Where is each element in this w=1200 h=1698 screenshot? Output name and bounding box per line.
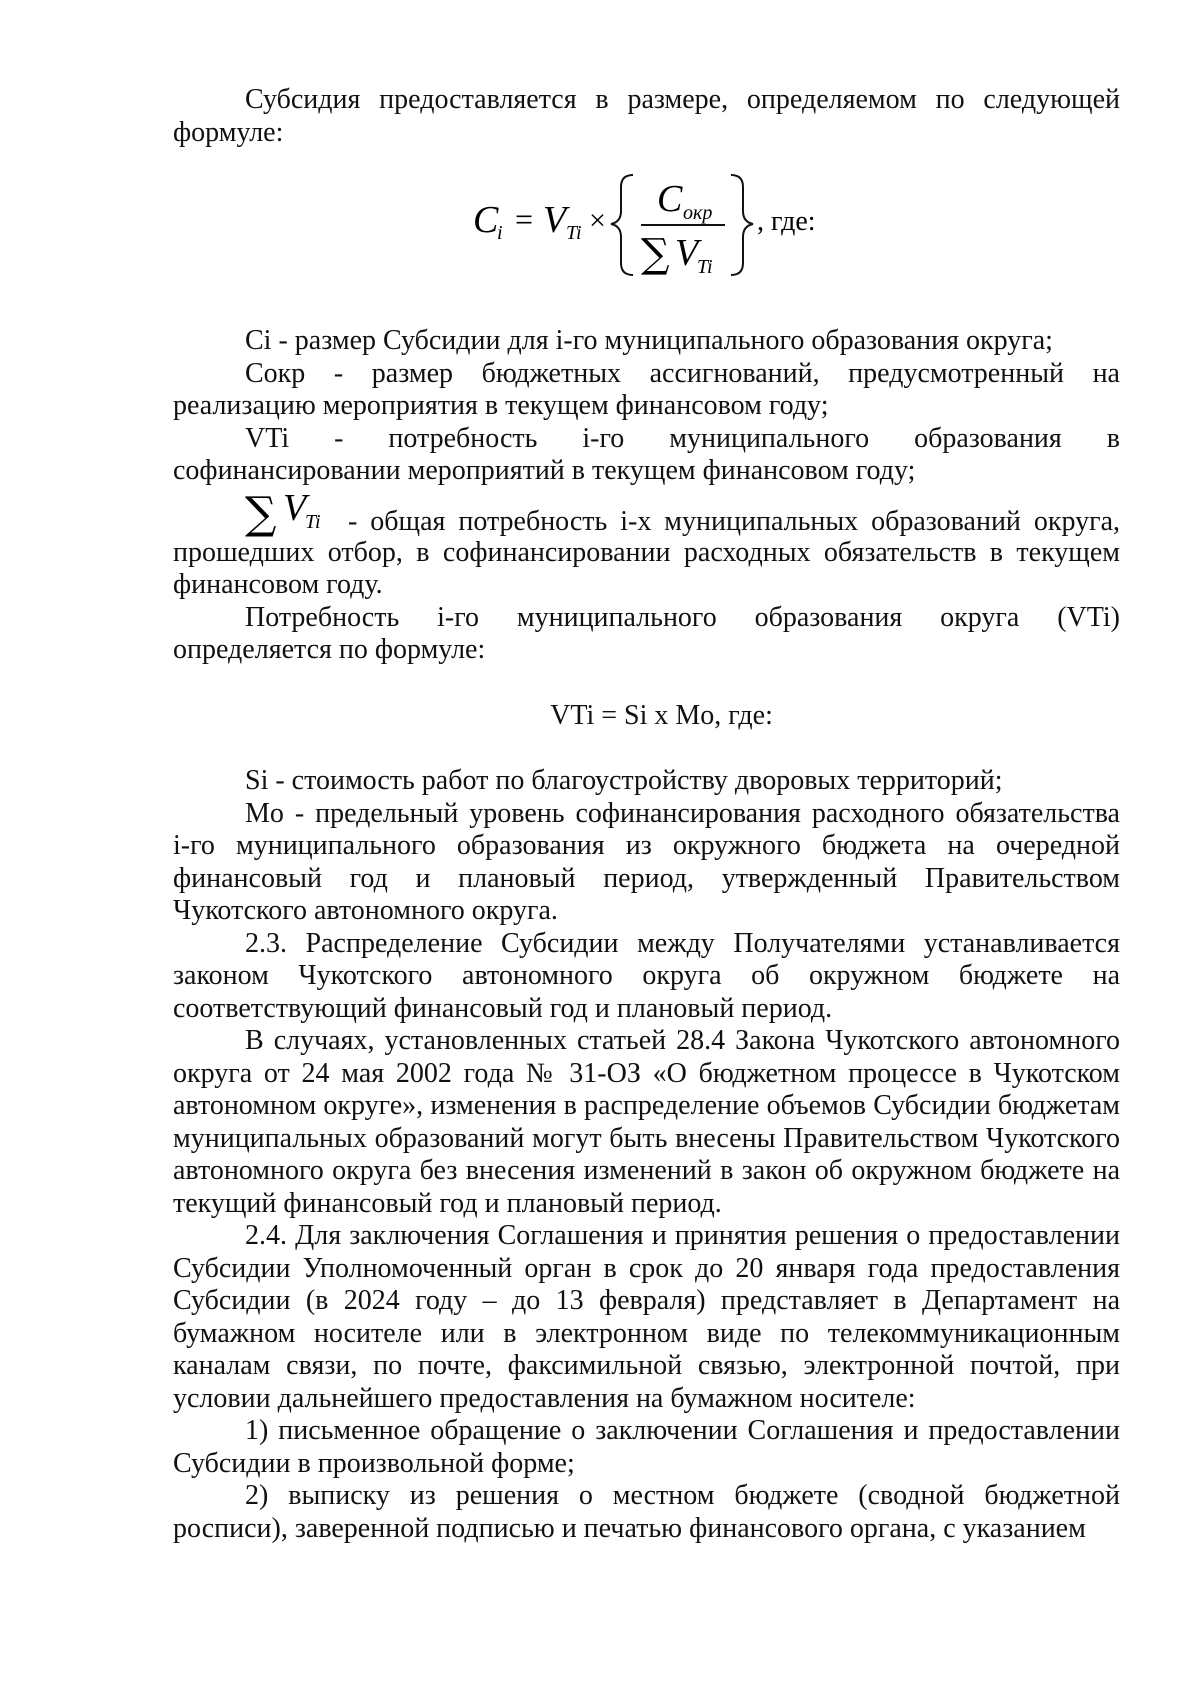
definition-si: Si - стоимость работ по благоустройству дворовых территорий; (245, 765, 1003, 796)
sum-v-sub: Ti (305, 510, 321, 533)
definition-mo: Mo - предельный уровень софинансирования расходного обязательства i-го муниципального образования из окружного бюджета на очередной финансовый год и плановый период, утвержденный Правительством Чукотского автономного округа. (173, 797, 1120, 926)
formula-denominator-sum: ∑ (641, 231, 670, 277)
sum-vti-graphic (245, 482, 345, 538)
formula-denominator-sub: Ti (697, 256, 713, 278)
definition-sum-first-line: - общая потребность i-х муниципальных образований округа, (348, 505, 1120, 537)
vti-formula: VTi = Si x Mo, где: (550, 699, 773, 731)
left-brace-icon (611, 175, 633, 275)
formula-equals: = (515, 201, 534, 237)
definition-vti: VTi - потребность i-го муниципального образования в софинансировании мероприятий в текущем финансовом году; (173, 422, 1120, 486)
paragraph-cases: В случаях, установленных статьей 28.4 Закона Чукотского автономного округа от 24 мая 2002 года № 31-ОЗ «О бюджетном процессе в Чукотском автономном округе», изменения в распределение объемов Субсидии бюджетам муниципальных образований могут быть внесены Правительством Чукотского автономного округа без внесения изменений в закон об окружном бюджете на текущий финансовый год и плановый период. (173, 1025, 1120, 1219)
formula-suffix: , где: (757, 206, 816, 237)
definition-cokr: Сокр - размер бюджетных ассигнований, предусмотренный на реализацию мероприятия в текущем финансовом году; (173, 357, 1120, 421)
subsidy-formula (173, 149, 1120, 325)
subsidy-formula-graphic (473, 167, 833, 287)
document-page (173, 84, 1120, 1545)
sum-v: V (283, 486, 307, 529)
formula-times: × (589, 204, 606, 237)
sum-symbol-icon: ∑ (245, 487, 277, 539)
definition-sum-rest: прошедших отбор, в софинансировании расходных обязательств в текущем финансовом году. (173, 536, 1120, 600)
section-2-4: 2.4. Для заключения Соглашения и принятия решения о предоставлении Субсидии Уполномоченный орган в срок до 20 января года предоставления Субсидии (в 2024 году – до 13 февраля) представляет в Департамент на бумажном носителе или в электронном виде по телекоммуникационным каналам связи, по почте, факсимильной связью, электронной почтой, при условии дальнейшего предоставления на бумажном носителе: (173, 1220, 1120, 1414)
formula-denominator-v: V (675, 232, 699, 274)
formula-lhs: C (473, 199, 499, 241)
formula-numerator-sub: окр (683, 202, 713, 224)
list-item-1: 1) письменное обращение о заключении Соглашения и предоставлении Субсидии в произвольной форме; (173, 1415, 1120, 1479)
paragraph-need: Потребность i-го муниципального образования округа (VTi) определяется по формуле: (173, 601, 1120, 665)
definition-ci: Ci - размер Субсидии для i-го муниципального образования округа; (245, 325, 1053, 356)
list-item-2: 2) выписку из решения о местном бюджете (сводной бюджетной росписи), заверенной подписью и печатью финансового органа, с указанием (173, 1480, 1120, 1544)
formula-v-sub: Ti (566, 222, 582, 244)
formula-lhs-sub: i (497, 222, 503, 244)
right-brace-icon (731, 175, 753, 275)
section-2-3: 2.3. Распределение Субсидии между Получателями устанавливается законом Чукотского автономного округа об окружном бюджете на соответствующий финансовый год и плановый период. (173, 927, 1120, 1024)
paragraph-formula-intro: Субсидия предоставляется в размере, определяемом по следующей формуле: (173, 84, 1120, 148)
formula-v: V (543, 199, 567, 241)
definition-sum-line (173, 486, 1120, 539)
formula-numerator: C (657, 178, 683, 220)
